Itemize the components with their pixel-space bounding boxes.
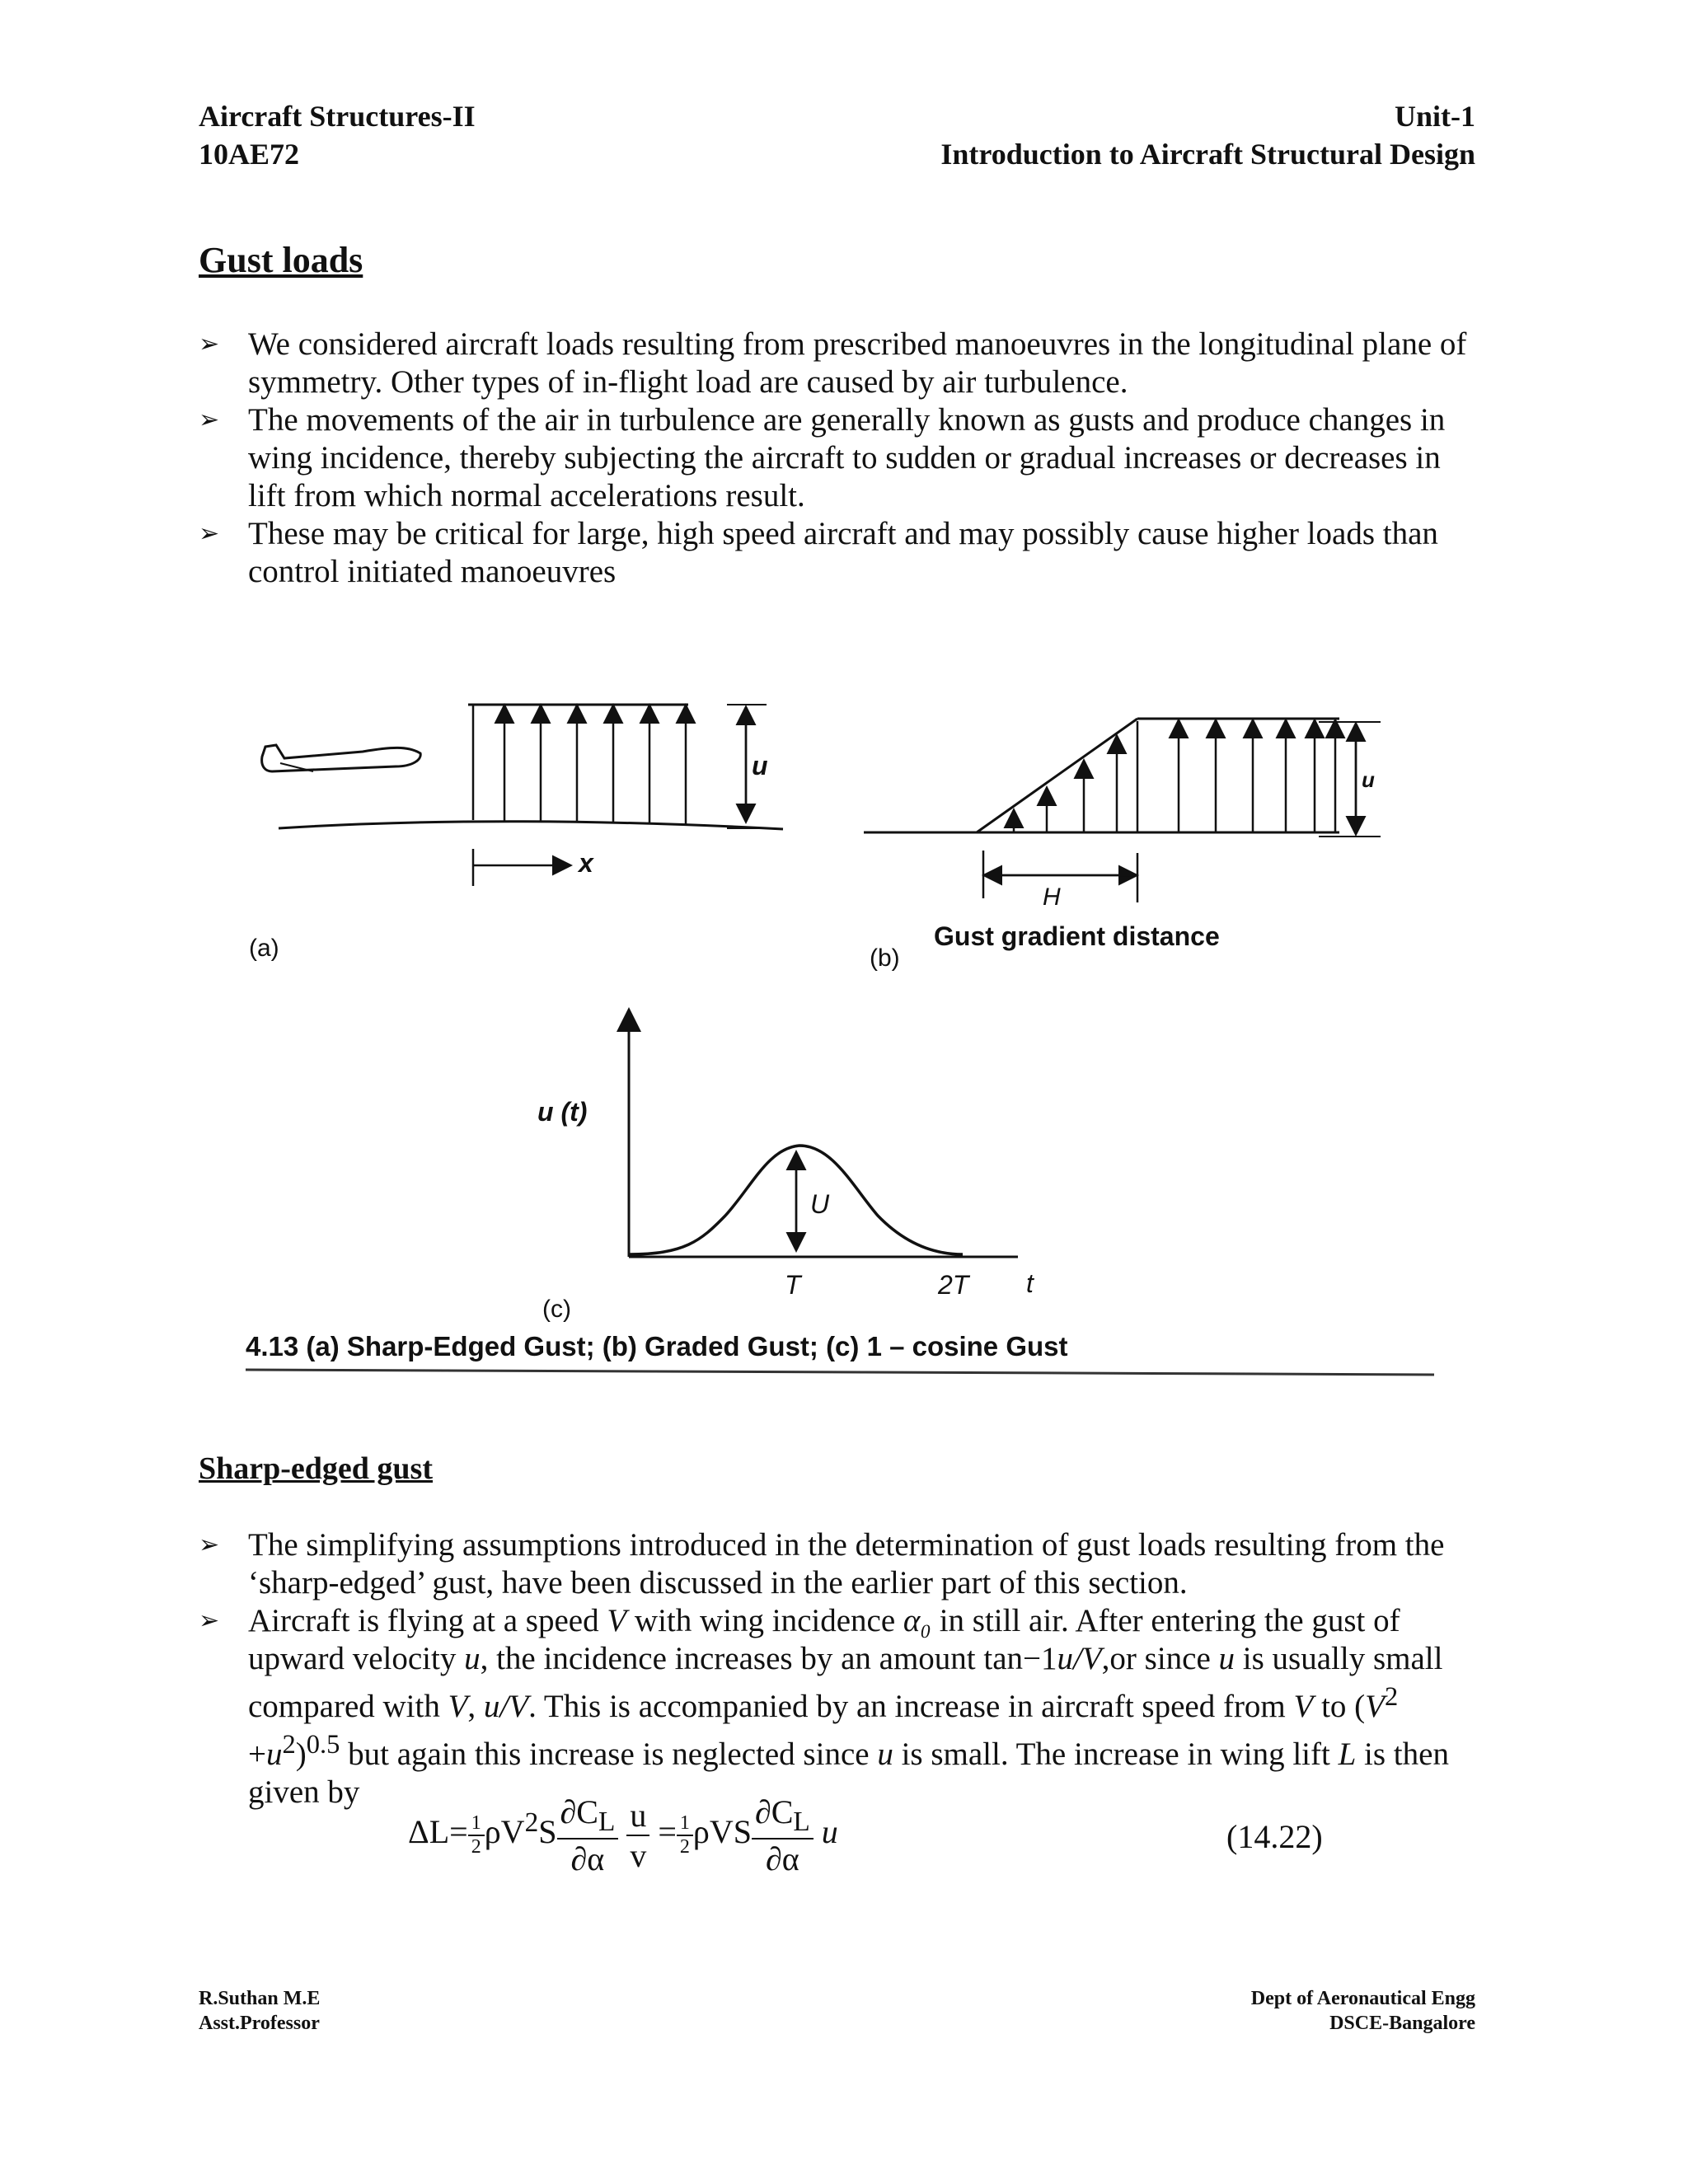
label-u-b: u (1362, 767, 1375, 792)
unit-label: Unit-1 (1395, 100, 1475, 133)
course-code: 10AE72 (199, 138, 300, 171)
unit-title: Introduction to Aircraft Structural Design (940, 138, 1475, 171)
section-title-gust-loads: Gust loads (199, 240, 363, 280)
label-H: H (1043, 883, 1061, 911)
institution: DSCE-Bangalore (1329, 2013, 1475, 2034)
label-t: t (1026, 1268, 1034, 1298)
equation-14-22: ΔL= $\frac{1}{2}$ $\rho V^2S$ $\frac{\partial C_L}{\partial\alpha}$ $\frac{u}{v}$ = $\frac{1}{2}$ ρVS $\frac{\partial C_L}{\partial\alpha}$ u (408, 1793, 838, 1877)
author-title: Asst.Professor (199, 2013, 320, 2034)
label-u-a: u (752, 751, 768, 780)
arrow-bullet-icon: ➢ (199, 1530, 220, 1559)
course-title: Aircraft Structures-II (199, 100, 476, 133)
label-x-a: x (579, 848, 593, 878)
section-title-sharp-edged-gust: Sharp-edged gust (199, 1451, 433, 1486)
author-name: R.Suthan M.E (199, 1988, 321, 2009)
label-U: U (810, 1189, 830, 1219)
sharp-edged-gust-diagram (262, 705, 783, 886)
label-b: (b) (870, 944, 900, 972)
arrow-bullet-icon: ➢ (199, 405, 220, 434)
list-item: ➢ We considered aircraft loads resulting from prescribed manoeuvres in the longitudinal plane of symmetry. Other types of in-flight load are caused by air turbulence. (199, 326, 1467, 400)
department: Dept of Aeronautical Engg (1250, 1988, 1475, 2009)
list-item: ➢ The simplifying assumptions introduced in the determination of gust loads resulting from the ‘sharp-edged’ gust, have been discussed in the earlier part of this section. (199, 1527, 1445, 1601)
sharp-edged-bullets (199, 1526, 1484, 1811)
list-item: ➢ The movements of the air in turbulence are generally known as gusts and produce changes in wing incidence, thereby subjecting the aircraft to sudden or gradual increases or decreases in lift from which normal accelerations result. (199, 402, 1446, 513)
arrow-bullet-icon: ➢ (199, 1606, 220, 1635)
label-c: (c) (542, 1296, 571, 1323)
list-item: ➢ These may be critical for large, high speed aircraft and may possibly cause higher loads than control initiated manoeuvres (199, 516, 1438, 589)
graded-gust-diagram (864, 719, 1381, 902)
list-item: ➢ Aircraft is flying at a speed V with wing incidence α₀ in still air. After entering the gust of upward velocity u, the incidence increases by an amount tan−1u/V,or since u is usually small compared with V, u/V. This is accompanied by an increase in aircraft speed from V to $(V^2 +u^2)^{0.5}$ but again this increase is neglected since u is small. The increase in wing lift L is then given by (199, 1603, 1449, 1810)
arrow-bullet-icon: ➢ (199, 519, 220, 548)
label-ut: u (t) (537, 1097, 588, 1127)
equation-number: (14.22) (1226, 1818, 1323, 1855)
ground-line-a (279, 822, 783, 829)
label-gust-gradient-distance: Gust gradient distance (934, 921, 1220, 951)
footer-left (199, 1986, 320, 2036)
label-2T: 2T (938, 1270, 969, 1300)
figure-caption: 4.13 (a) Sharp-Edged Gust; (b) Graded Gust; (c) 1 – cosine Gust (246, 1331, 1068, 1361)
footer-right (1251, 1986, 1475, 2036)
arrow-bullet-icon: ➢ (199, 330, 220, 359)
aircraft-icon (262, 745, 421, 771)
label-a: (a) (249, 935, 279, 962)
cosine-gust-diagram (629, 1012, 1018, 1257)
label-T: T (785, 1270, 801, 1300)
